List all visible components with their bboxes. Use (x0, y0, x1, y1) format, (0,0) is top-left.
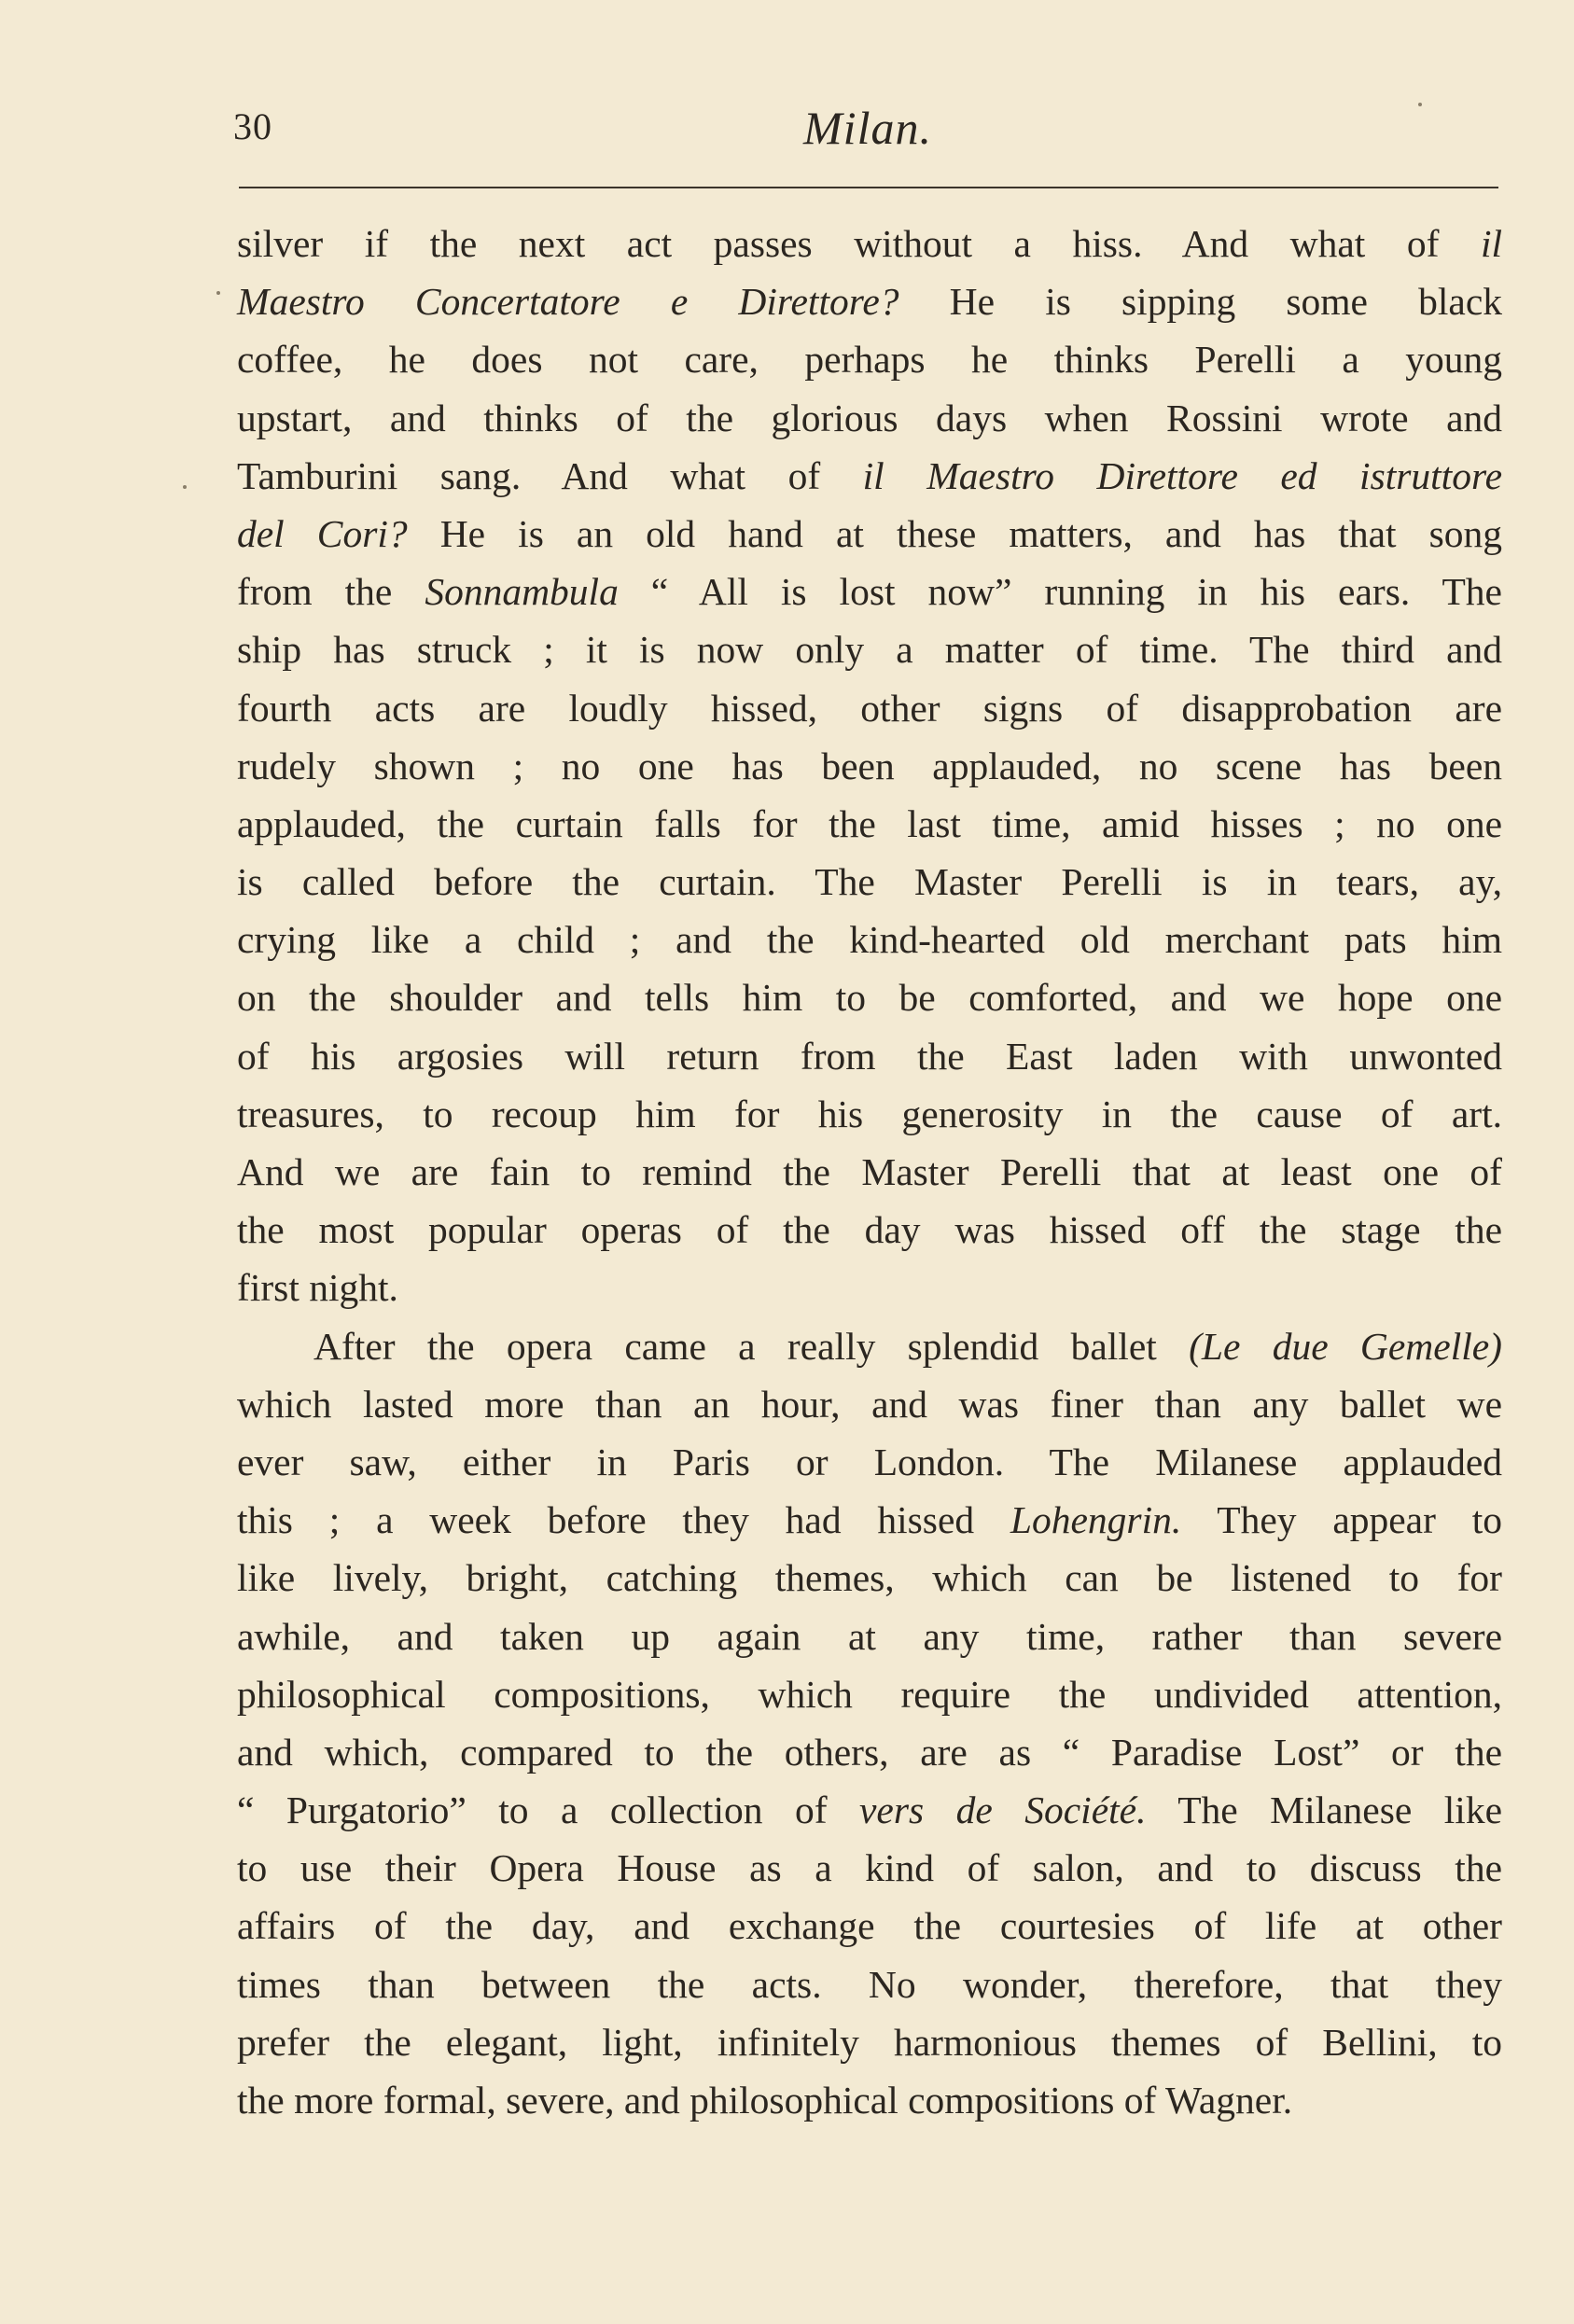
text-line (237, 505, 1502, 563)
text-span: applauded, the curtain falls for the last time, amid hisses ; no one (237, 801, 1502, 845)
text-span: philosophical compositions, which require the undivided attention, (237, 1672, 1502, 1716)
text-span: fourth acts are loudly hissed, other signs of disapprobation are (237, 686, 1502, 730)
margin-speck (183, 485, 187, 489)
text-span: like lively, bright, catching themes, which can be listened to for (237, 1556, 1502, 1600)
text-span: to use their Opera House as a kind of salon, and to discuss the (237, 1846, 1502, 1890)
italic-text: Lohengrin. (1010, 1498, 1182, 1542)
text-span: Tamburini sang. And what of (237, 453, 863, 497)
text-span: He is sipping some black (898, 280, 1502, 324)
italic-text: vers de Société. (859, 1788, 1147, 1832)
margin-speck (216, 291, 220, 295)
text-line (237, 737, 1502, 795)
text-span: awhile, and taken up again at any time, rather than severe (237, 1614, 1502, 1658)
text-line (237, 1491, 1502, 1549)
text-span: on the shoulder and tells him to be comforted, and we hope one (237, 976, 1502, 1020)
page-header (233, 104, 1502, 160)
text-span: treasures, to recoup him for his generosity in the cause of art. (237, 1092, 1502, 1135)
text-span: is called before the curtain. The Master Perelli is in tears, ay, (237, 860, 1502, 904)
text-span: He is an old hand at these matters, and has that song (407, 511, 1503, 555)
text-line (237, 1143, 1502, 1201)
margin-speck (1418, 103, 1422, 106)
text-line (237, 1433, 1502, 1491)
italic-text: del Cori? (237, 511, 408, 555)
text-span: from the (237, 570, 425, 614)
text-span: prefer the elegant, light, infinitely harmonious themes of Bellini, to (237, 2020, 1502, 2064)
text-line (237, 1375, 1502, 1433)
text-line (237, 1665, 1502, 1723)
italic-text: (Le due Gemelle) (1189, 1324, 1502, 1368)
text-line (237, 620, 1502, 678)
text-line (237, 447, 1502, 505)
text-span: first night. (237, 1266, 398, 1310)
text-span: and which, compared to the others, are as “ Paradise Lost” or the (237, 1730, 1502, 1774)
text-span: “ All is lost now” running in his ears. The (618, 570, 1502, 614)
text-span: They appear to (1181, 1498, 1502, 1542)
text-line (237, 795, 1502, 853)
text-span: times than between the acts. No wonder, therefore, that they (237, 1962, 1502, 2006)
text-line (237, 389, 1502, 447)
italic-text: Sonnambula (425, 570, 619, 614)
text-span: which lasted more than an hour, and was finer than any ballet we (237, 1382, 1502, 1426)
text-line (237, 215, 1502, 272)
text-line (237, 1201, 1502, 1259)
text-span: The Milanese like (1146, 1788, 1502, 1832)
text-line (237, 1607, 1502, 1665)
italic-text: il Maestro Direttore ed istruttore (862, 453, 1502, 497)
text-span: upstart, and thinks of the glorious days when Rossini wrote and (237, 396, 1502, 439)
text-line (237, 853, 1502, 911)
text-span: of his argosies will return from the East laden with unwonted (237, 1034, 1502, 1078)
text-span: rudely shown ; no one has been applauded, no scene has been (237, 744, 1502, 787)
text-line (237, 563, 1502, 620)
running-title: Milan. (803, 102, 932, 154)
text-span: affairs of the day, and exchange the courtesies of life at other (237, 1904, 1502, 1948)
text-line (237, 1549, 1502, 1607)
text-span: this ; a week before they had hissed (237, 1498, 1010, 1542)
text-line (237, 272, 1502, 330)
text-line (237, 1897, 1502, 1955)
text-line (237, 1085, 1502, 1143)
text-span: the more formal, severe, and philosophical compositions of Wagner. (237, 2079, 1293, 2122)
text-span: coffee, he does not care, perhaps he thinks Perelli a young (237, 338, 1502, 382)
text-line (237, 330, 1502, 388)
header-rule (239, 187, 1498, 188)
text-span: “ Purgatorio” to a collection of (237, 1788, 860, 1832)
text-line (237, 679, 1502, 737)
text-line (237, 911, 1502, 968)
text-line (237, 1723, 1502, 1781)
text-line (237, 2013, 1502, 2071)
text-line (237, 1317, 1502, 1375)
text-span: crying like a child ; and the kind-hearted old merchant pats him (237, 918, 1502, 962)
text-span: And we are fain to remind the Master Perelli that at least one of (237, 1150, 1502, 1193)
text-span: the most popular operas of the day was hissed off the stage the (237, 1208, 1502, 1252)
text-line (237, 1781, 1502, 1839)
text-span: ship has struck ; it is now only a matter of time. The third and (237, 628, 1502, 672)
text-span: silver if the next act passes without a hiss. And what of (237, 222, 1481, 265)
text-line (237, 1259, 1502, 1316)
text-line (237, 1027, 1502, 1085)
text-line (237, 1839, 1502, 1897)
page-number: 30 (233, 105, 272, 147)
text-line (237, 2071, 1502, 2129)
text-span: ever saw, either in Paris or London. The Milanese applauded (237, 1440, 1502, 1483)
body-text (237, 215, 1502, 2129)
text-line (237, 1955, 1502, 2013)
italic-text: Maestro Concertatore e Direttore? (237, 280, 899, 324)
text-line (237, 968, 1502, 1026)
italic-text: il (1480, 222, 1502, 265)
text-span: After the opera came a really splendid ballet (313, 1324, 1190, 1368)
